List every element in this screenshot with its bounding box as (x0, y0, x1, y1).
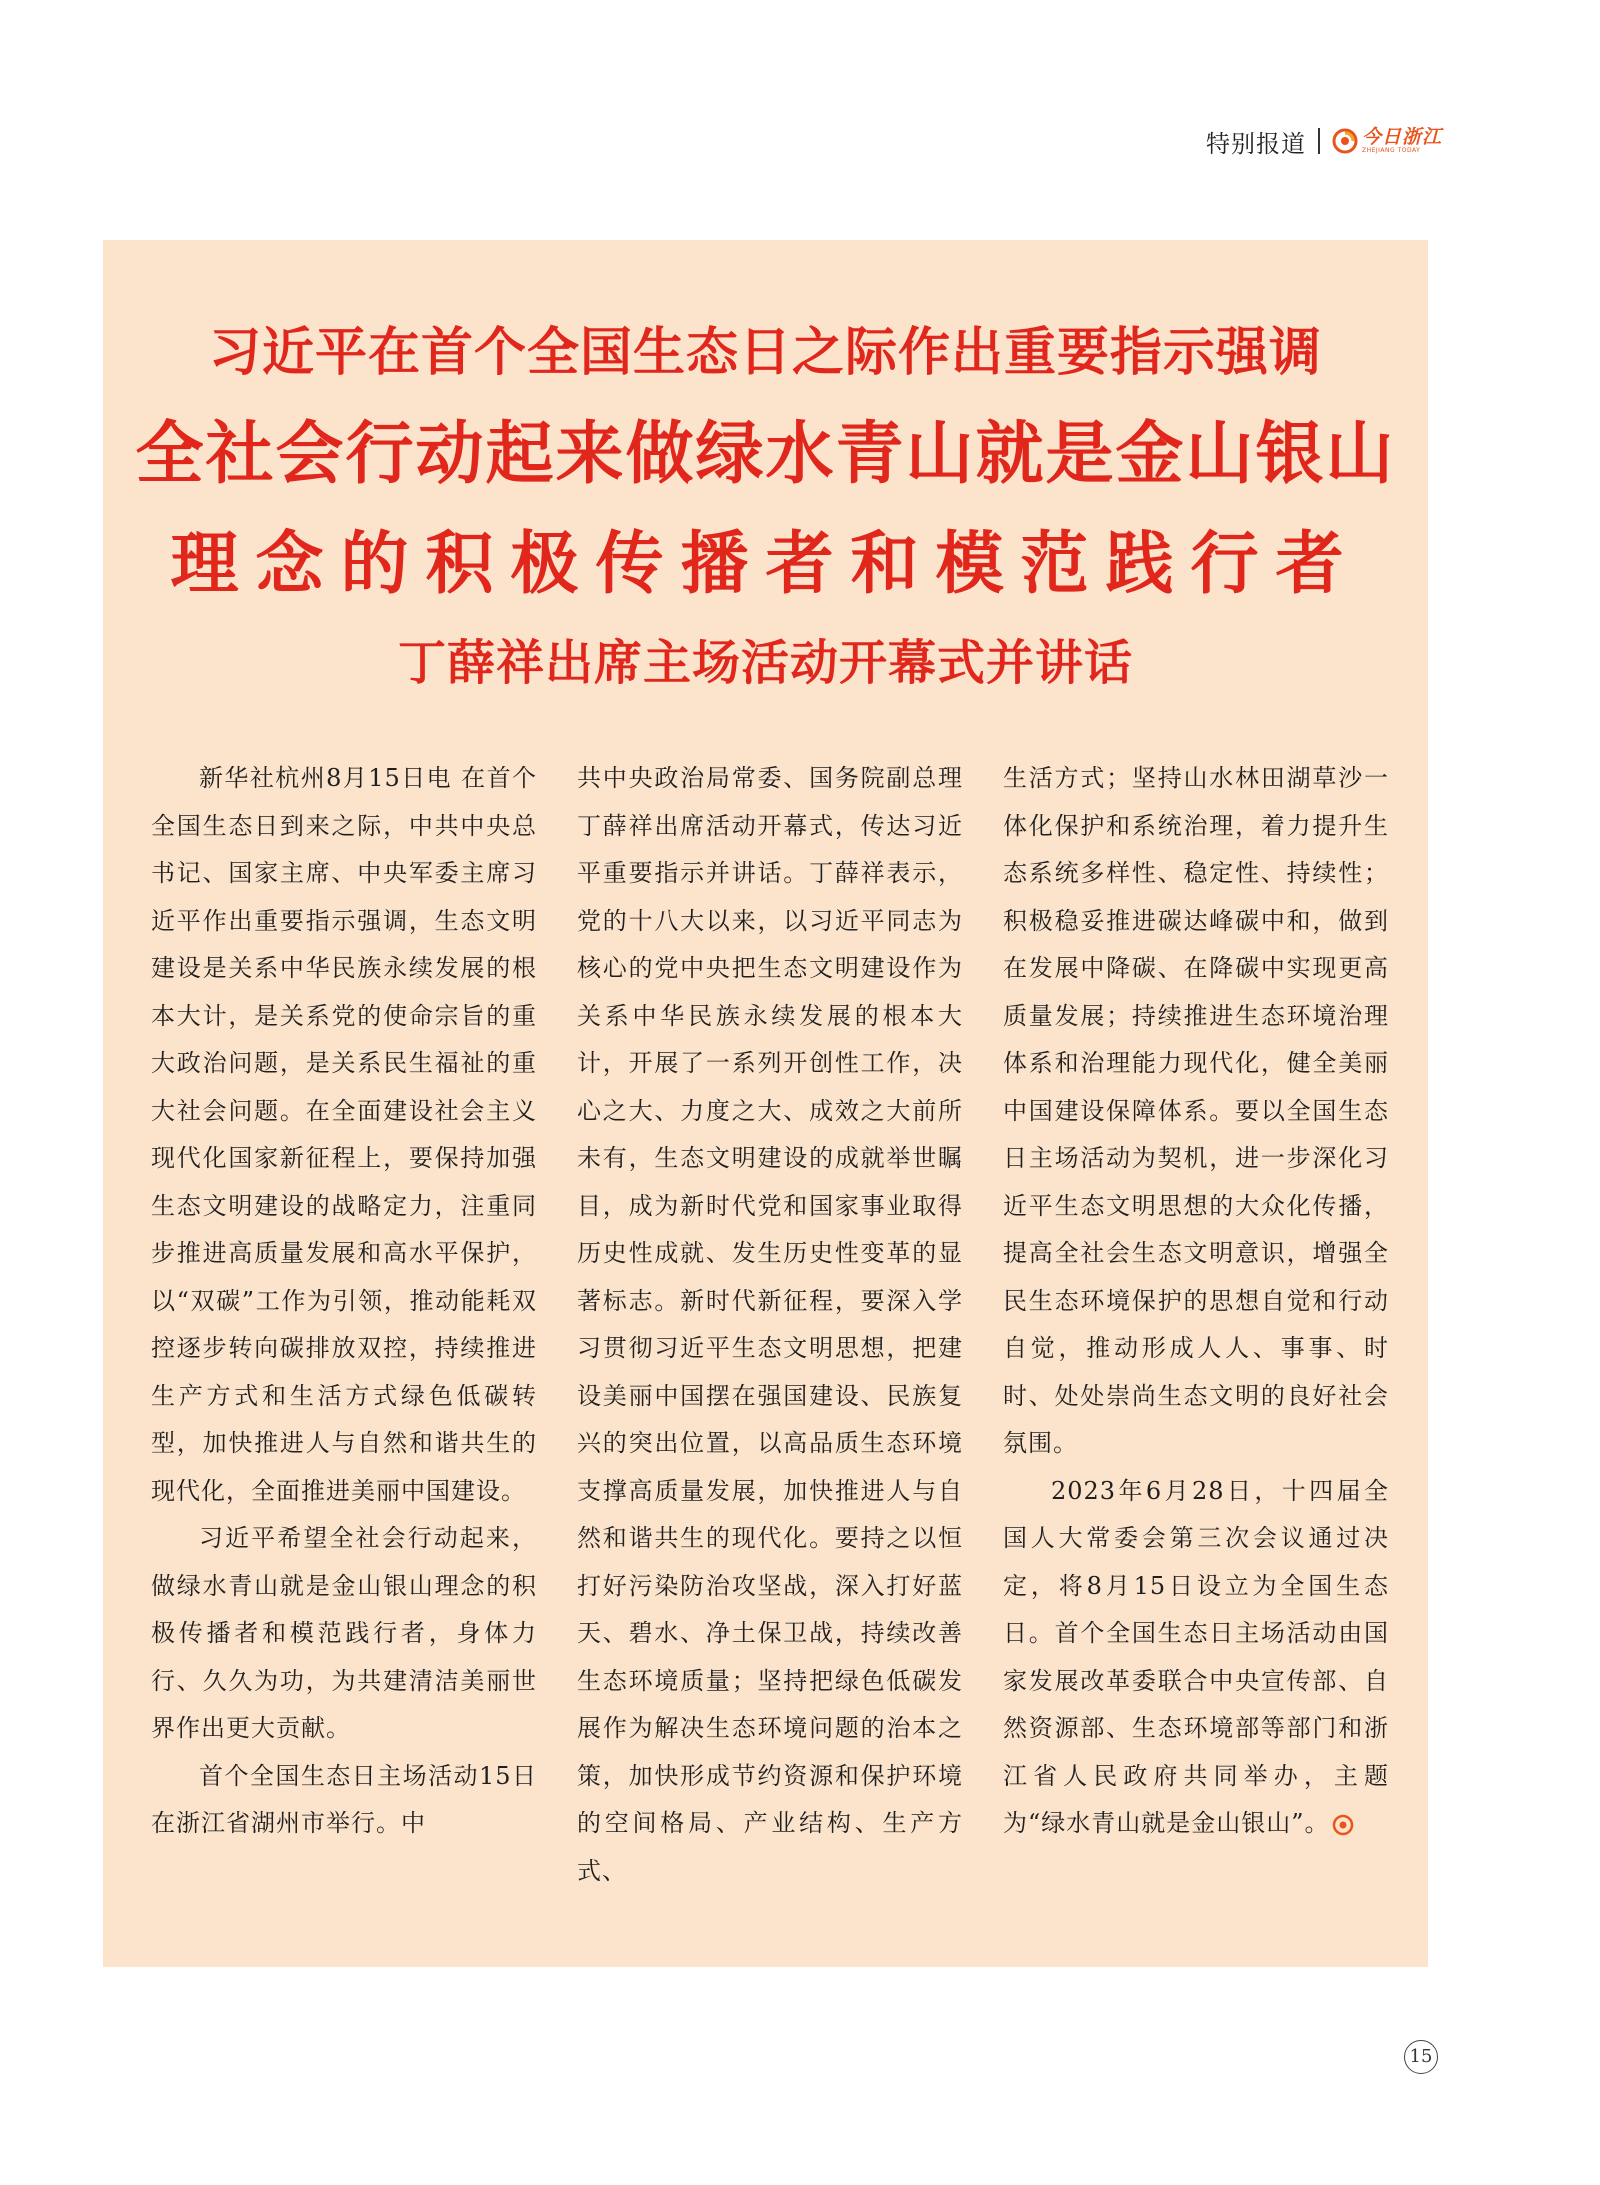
section-label: 特别报道 (1205, 129, 1306, 158)
end-of-article-icon (1332, 1814, 1354, 1836)
paragraph: 共中央政治局常委、国务院副总理丁薛祥出席活动开幕式，传达习近平重要指示并讲话。丁薛祥表示，党的十八大以来，以习近平同志为核心的党中央把生态文明建设作为关系中华民族永续发展的根本大计，开展了一系列开创性工作，决心之大、力度之大、成效之大前所未有，生态文明建设的成就举世瞩目，成为新时代党和国家事业取得历史性成就、发生历史性变革的显著标志。新时代新征程，要深入学习贯彻习近平生态文明思想，把建设美丽中国摆在强国建设、民族复兴的突出位置，以高品质生态环境支撑高质量发展，加快推进人与自然和谐共生的现代化。要持之以恒打好污染防治攻坚战，深入打好蓝天、碧水、净土保卫战，持续改善生态环境质量；坚持把绿色低碳发展作为解决生态环境问题的治本之策，加快形成节约资源和保护环境的空间格局、产业结构、生产方式、 (577, 764, 963, 1885)
logo-name: 今日浙江 (1361, 126, 1442, 148)
logo-text (1362, 128, 1442, 154)
paragraph: 生活方式；坚持山水林田湖草沙一体化保护和系统治理，着力提升生态系统多样性、稳定性、持续性；积极稳妥推进碳达峰碳中和，做到在发展中降碳、在降碳中实现更高质量发展；持续推进生态环境治理体系和治理能力现代化，健全美丽中国建设保障体系。要以全国生态日主场活动为契机，进一步深化习近平生态文明思想的大众化传播，提高全社会生态文明意识，增强全民生态环境保护的思想自觉和行动自觉，推动形成人人、事事、时时、处处崇尚生态文明的良好社会氛围。 (1003, 764, 1389, 1457)
subtitle: 丁薛祥出席主场活动开幕式并讲话 (397, 635, 1133, 691)
page-number: 15 (1404, 2040, 1438, 2074)
paragraph-last (1003, 1468, 1389, 1848)
text-column-3 (1003, 755, 1389, 1895)
logo-swirl-icon (1332, 128, 1358, 154)
text-column-1 (151, 755, 537, 1895)
paragraph: 首个全国生态日主场活动15日在浙江省湖州市举行。中 (151, 1761, 537, 1837)
article-body (151, 755, 1391, 1895)
magazine-logo (1332, 128, 1442, 154)
logo-english: ZHEJIANG TODAY (1361, 147, 1421, 154)
paragraph-text: 2023年6月28日，十四届全国人大常委会第三次会议通过决定，将8月15日设立为全国生态日。首个全国生态日主场活动由国家发展改革委联合中央宣传部、自然资源部、生态环境部等部门和浙江省人民政府共同举办，主题为“绿水青山就是金山银山”。 (1003, 1476, 1389, 1837)
paragraph: 新华社杭州8月15日电 在首个全国生态日到来之际，中共中央总书记、国家主席、中央军委主席习近平作出重要指示强调，生态文明建设是关系中华民族永续发展的根本大计，是关系党的使命宗旨的重大政治问题，是关系民生福祉的重大社会问题。在全面建设社会主义现代化国家新征程上，要保持加强生态文明建设的战略定力，注重同步推进高质量发展和高水平保护，以“双碳”工作为引领，推动能耗双控逐步转向碳排放双控，持续推进生产方式和生活方式绿色低碳转型，加快推进人与自然和谐共生的现代化，全面推进美丽中国建设。 (151, 764, 537, 1505)
text-column-2 (577, 755, 963, 1895)
main-title-line-1: 全社会行动起来做绿水青山就是金山银山 (135, 415, 1396, 494)
page-header (1206, 124, 1442, 158)
paragraph: 习近平希望全社会行动起来，做绿水青山就是金山银山理念的积极传播者和模范践行者，身体力行、久久为功，为共建清洁美丽世界作出更大贡献。 (151, 1524, 537, 1742)
article-panel (103, 240, 1428, 1967)
main-title-line-2: 理念的积极传播者和模范践行者 (170, 525, 1361, 604)
header-divider (1318, 128, 1320, 154)
lead-title: 习近平在首个全国生态日之际作出重要指示强调 (208, 323, 1322, 383)
